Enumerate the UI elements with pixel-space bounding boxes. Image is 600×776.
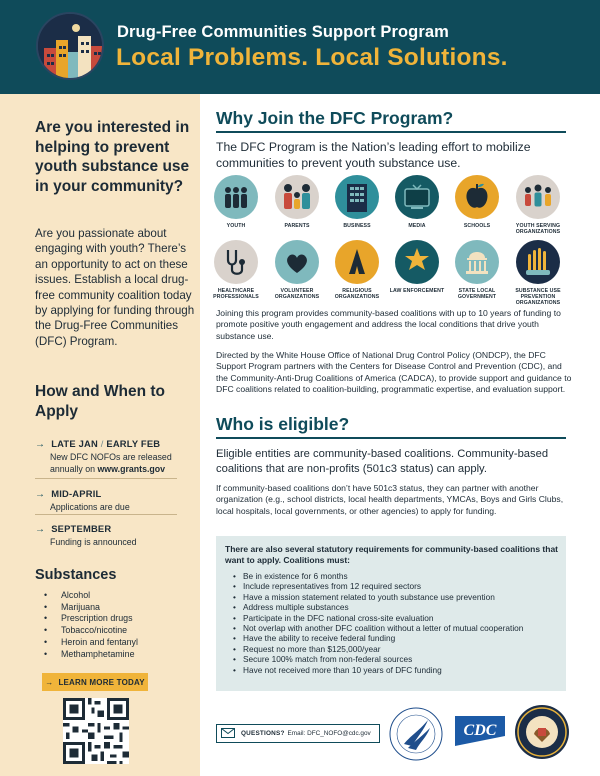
- list-item: • Not overlap with another DFC coalition without a letter of mutual cooperation: [233, 623, 523, 633]
- list-item: • Alcohol: [44, 590, 138, 602]
- sector-label: SUBSTANCE USE PREVENTION ORGANIZATIONS: [515, 288, 561, 307]
- substances-list: [44, 590, 138, 660]
- contact-email[interactable]: Email: DFC_NOFO@cdc.gov: [287, 730, 371, 737]
- apply-step-date: MID-APRIL: [51, 488, 102, 499]
- substances-heading: Substances: [35, 567, 117, 583]
- media-icon: [395, 175, 439, 219]
- questions-label: QUESTIONS?: [241, 730, 285, 737]
- cdc-logo: [455, 716, 505, 746]
- sector-business: [327, 175, 387, 229]
- apply-step-text: Funding is announced: [50, 537, 137, 547]
- hhs-seal-logo: [388, 706, 444, 762]
- requirements-heading: There are also several statutory requirements for community-based coalitions that want to apply. Coalitions must:: [225, 544, 559, 565]
- sector-media: [387, 175, 447, 229]
- program-tagline: Local Problems. Local Solutions.: [116, 44, 508, 71]
- list-item: • Tobacco/nicotine: [44, 625, 138, 637]
- why-join-paragraph-1: Joining this program provides community-based coalitions with up to 10 years of funding to promote positive youth engagement and address the local conditions that drive youth substance use.: [216, 308, 561, 341]
- arrow-right-icon: →: [35, 439, 46, 450]
- law-enforcement-icon: [395, 240, 439, 284]
- sector-schools: [447, 175, 507, 229]
- sector-healthcare: [206, 240, 266, 300]
- eligible-lead: Eligible entities are community-based coalitions. Community-based coalitions that are non-profits (501c3 status) can apply.: [216, 448, 549, 475]
- apply-step-separator: /: [97, 438, 107, 449]
- why-join-lead: The DFC Program is the Nation’s leading effort to mobilize communities to prevent youth substance use.: [216, 140, 531, 170]
- sector-label: YOUTH: [226, 223, 246, 229]
- sector-youth-serving: [508, 175, 568, 235]
- grants-gov-link[interactable]: www.grants.gov: [97, 463, 166, 474]
- apply-step-date: LATE JAN: [51, 438, 98, 449]
- sidebar-divider: [35, 514, 177, 515]
- why-join-heading: Why Join the DFC Program?: [216, 108, 454, 128]
- list-item: • Be in existence for 6 months: [233, 571, 523, 581]
- list-item: • Prescription drugs: [44, 613, 138, 625]
- sector-parents: [267, 175, 327, 229]
- requirements-list: [233, 571, 523, 675]
- apply-step-date: SEPTEMBER: [51, 523, 112, 534]
- youth-serving-icon: [516, 175, 560, 219]
- apply-step-date-alt: EARLY FEB: [106, 438, 161, 449]
- sector-icon-grid: [214, 175, 574, 305]
- learn-more-button[interactable]: [42, 673, 148, 691]
- government-icon: [455, 240, 499, 284]
- heading-underline: [216, 437, 566, 439]
- sidebar-question-heading: Are you interested in helping to prevent youth substance use in your community?: [35, 119, 190, 195]
- sector-label: HEALTHCARE PROFESSIONALS: [213, 288, 259, 301]
- cdc-logo-text: CDC: [463, 722, 497, 739]
- healthcare-icon: [214, 240, 258, 284]
- arrow-right-icon: →: [35, 489, 46, 500]
- program-title: Drug-Free Communities Support Program: [117, 23, 449, 41]
- list-item: • Heroin and fentanyl: [44, 637, 138, 649]
- learn-more-label: LEARN MORE TODAY: [58, 677, 145, 687]
- list-item: • Request no more than $125,000/year: [233, 644, 523, 654]
- volunteer-icon: [275, 240, 319, 284]
- list-item: • Participate in the DFC national cross-site evaluation: [233, 613, 523, 623]
- how-to-apply-heading: How and When to Apply: [35, 383, 166, 420]
- qr-code[interactable]: [63, 698, 129, 764]
- sector-volunteer: [267, 240, 327, 300]
- sector-government: [447, 240, 507, 300]
- sector-law-enforcement: [387, 240, 447, 294]
- list-item: • Have the ability to receive federal funding: [233, 633, 523, 643]
- sector-label: RELIGIOUS ORGANIZATIONS: [334, 288, 380, 301]
- apply-step-text: Applications are due: [50, 502, 130, 512]
- sidebar-divider: [35, 478, 177, 479]
- list-item: • Have a mission statement related to youth substance use prevention: [233, 592, 523, 602]
- heading-underline: [216, 131, 566, 133]
- questions-contact[interactable]: [216, 724, 380, 743]
- sector-label: BUSINESS: [343, 223, 371, 229]
- list-item: • Have not received more than 10 years of DFC funding: [233, 665, 523, 675]
- schools-icon: [455, 175, 499, 219]
- sector-label: STATE LOCAL GOVERNMENT: [457, 288, 497, 301]
- prevention-icon: [516, 240, 560, 284]
- youth-icon: [214, 175, 258, 219]
- ondcp-seal-logo: [514, 704, 570, 760]
- why-join-paragraph-2: Directed by the White House Office of National Drug Control Policy (ONDCP), the DFC Support Program partners with the Centers for Disease Control and Prevention (CDC), and the Community-Anti-Drug Coalitions of America (CADCA), to provide support and guidance to DFC coalitions related to coalition-building, programmatic expertise, and evaluation support.: [216, 350, 572, 394]
- apply-step-text: New DFC NOFOs are released annually on: [50, 452, 172, 474]
- list-item: • Methamphetamine: [44, 649, 138, 661]
- sector-prevention: [508, 240, 568, 307]
- sector-religious: [327, 240, 387, 300]
- sector-youth: [206, 175, 266, 229]
- sector-label: YOUTH SERVING ORGANIZATIONS: [515, 223, 561, 236]
- business-icon: [335, 175, 379, 219]
- list-item: • Include representatives from 12 required sectors: [233, 581, 523, 591]
- envelope-icon: [221, 725, 235, 743]
- list-item: • Marijuana: [44, 602, 138, 614]
- eligible-heading: Who is eligible?: [216, 414, 350, 434]
- arrow-right-icon: →: [45, 677, 54, 687]
- apply-step-mid-april: [35, 488, 195, 514]
- religious-icon: [335, 240, 379, 284]
- eligible-paragraph: If community-based coalitions don’t have 501c3 status, they can partner with another organization (e.g., school districts, local health departments, YMCAs, Boys and Girls Clubs, local hospitals, local governments, or other agencies) to apply for funding.: [216, 483, 564, 516]
- sector-label: VOLUNTEER ORGANIZATIONS: [274, 288, 320, 301]
- header-banner: [0, 0, 600, 94]
- list-item: • Secure 100% match from non-federal sources: [233, 654, 523, 664]
- list-item: • Address multiple substances: [233, 602, 523, 612]
- sector-label: PARENTS: [284, 223, 310, 229]
- city-skyline-logo: [36, 12, 104, 80]
- apply-step-late-jan: [35, 438, 195, 475]
- apply-step-september: [35, 523, 195, 549]
- sector-label: LAW ENFORCEMENT: [389, 288, 445, 294]
- parents-icon: [275, 175, 319, 219]
- sidebar-intro-text: Are you passionate about engaging with youth? There’s an opportunity to act on these issues. Establish a local drug-free community coalition today by applying for funding through the Drug-Free Communities (DFC) Program.: [35, 227, 195, 348]
- sector-label: SCHOOLS: [463, 223, 491, 229]
- arrow-right-icon: →: [35, 524, 46, 535]
- sector-label: MEDIA: [408, 223, 426, 229]
